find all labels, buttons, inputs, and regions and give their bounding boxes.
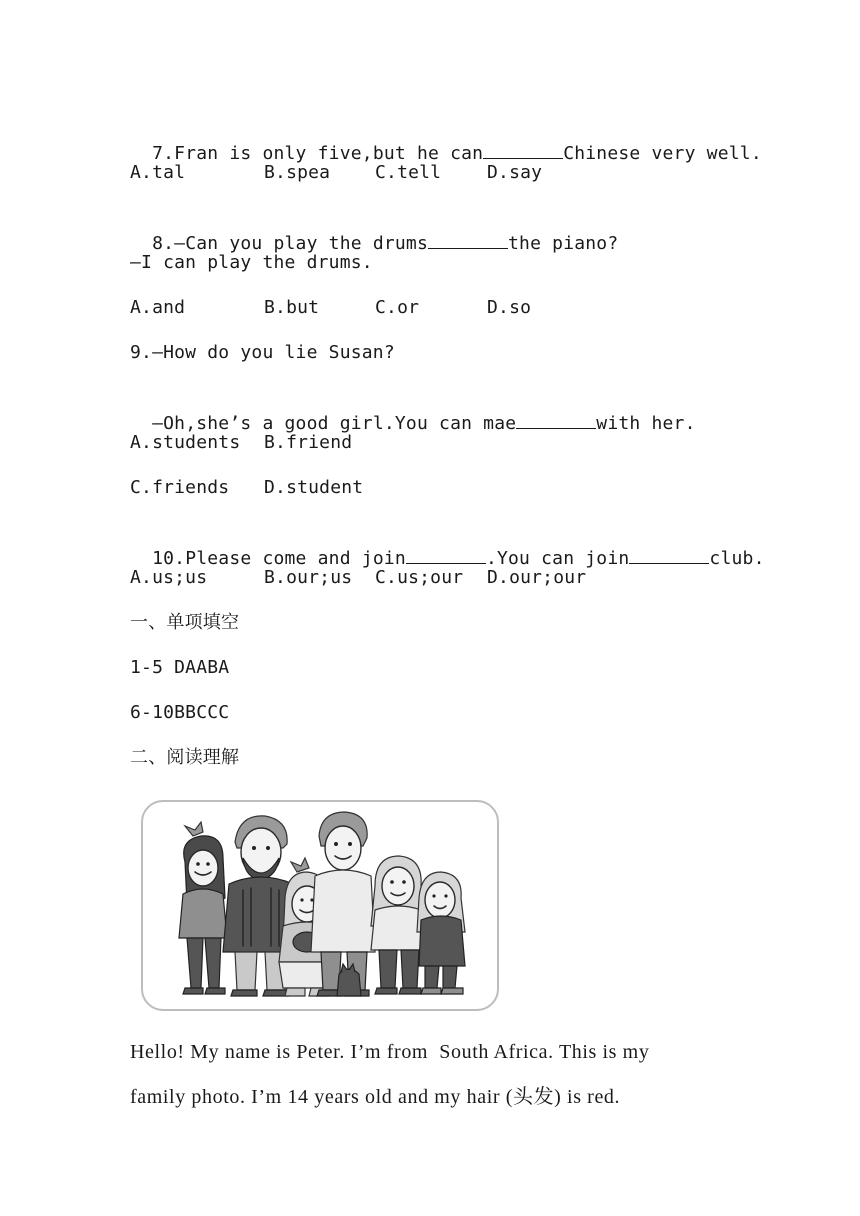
family-illustration [143,802,497,1009]
question-10-options [130,566,730,590]
girl-left-figure [179,822,227,994]
option-b: B.friend [264,432,353,453]
question-9-text-before: —Oh,she’s a good girl.You can mae [152,413,517,434]
girl-right-figure [417,872,465,994]
option-c: C.tell [375,162,442,183]
option-c: C.friends [130,477,230,498]
question-8-stem [130,206,618,256]
section-2-heading: 二、阅读理解 [130,747,240,768]
option-d: D.student [264,477,364,498]
question-9-text-after: with her. [596,413,696,434]
option-c: C.or [375,297,420,318]
question-9-options-row-2 [130,476,730,500]
option-b: B.our;us [264,567,353,588]
question-10-blank-1 [406,545,486,564]
section-1-answers-6-10: 6-10BBCCC [130,702,230,723]
question-10-text-part-1: 10.Please come and join [152,548,406,569]
option-c: C.us;our [375,567,464,588]
question-10-blank-2 [629,545,709,564]
question-8-text-before: 8.—Can you play the drums [152,233,429,254]
option-d: D.so [487,297,532,318]
family-photo [141,800,499,1011]
question-7-text-before: 7.Fran is only five,but he can [152,143,484,164]
option-a: A.and [130,297,186,318]
question-9-options-row-1 [130,431,730,455]
question-10-text-part-2: .You can join [485,548,630,569]
question-8-options [130,296,730,320]
option-a: A.us;us [130,567,208,588]
question-8-blank [428,230,508,249]
question-7-stem [130,116,762,166]
option-b: B.but [264,297,320,318]
passage-line-1: Hello! My name is Peter. I’m from South Africa. This is my [130,1041,650,1063]
question-8-answer-line: —I can play the drums. [130,252,373,273]
option-d: D.say [487,162,543,183]
passage-line-2: family photo. I’m 14 years old and my hair (头发) is red. [130,1086,621,1108]
question-7-blank [483,140,563,159]
option-a: A.tal [130,162,186,183]
section-1-answers-1-5: 1-5 DAABA [130,657,230,678]
question-7-text-after: Chinese very well. [563,143,762,164]
option-a: A.students [130,432,241,453]
section-1-heading: 一、单项填空 [130,612,240,633]
option-b: B.spea [264,162,331,183]
option-d: D.our;our [487,567,587,588]
question-9-answer-line [130,386,696,436]
question-10-stem [130,521,765,571]
question-10-text-part-3: club. [709,548,765,569]
question-9-blank [516,410,596,429]
question-8-text-after: the piano? [508,233,619,254]
question-7-options [130,161,730,185]
question-9-stem: 9.—How do you lie Susan? [130,342,395,363]
